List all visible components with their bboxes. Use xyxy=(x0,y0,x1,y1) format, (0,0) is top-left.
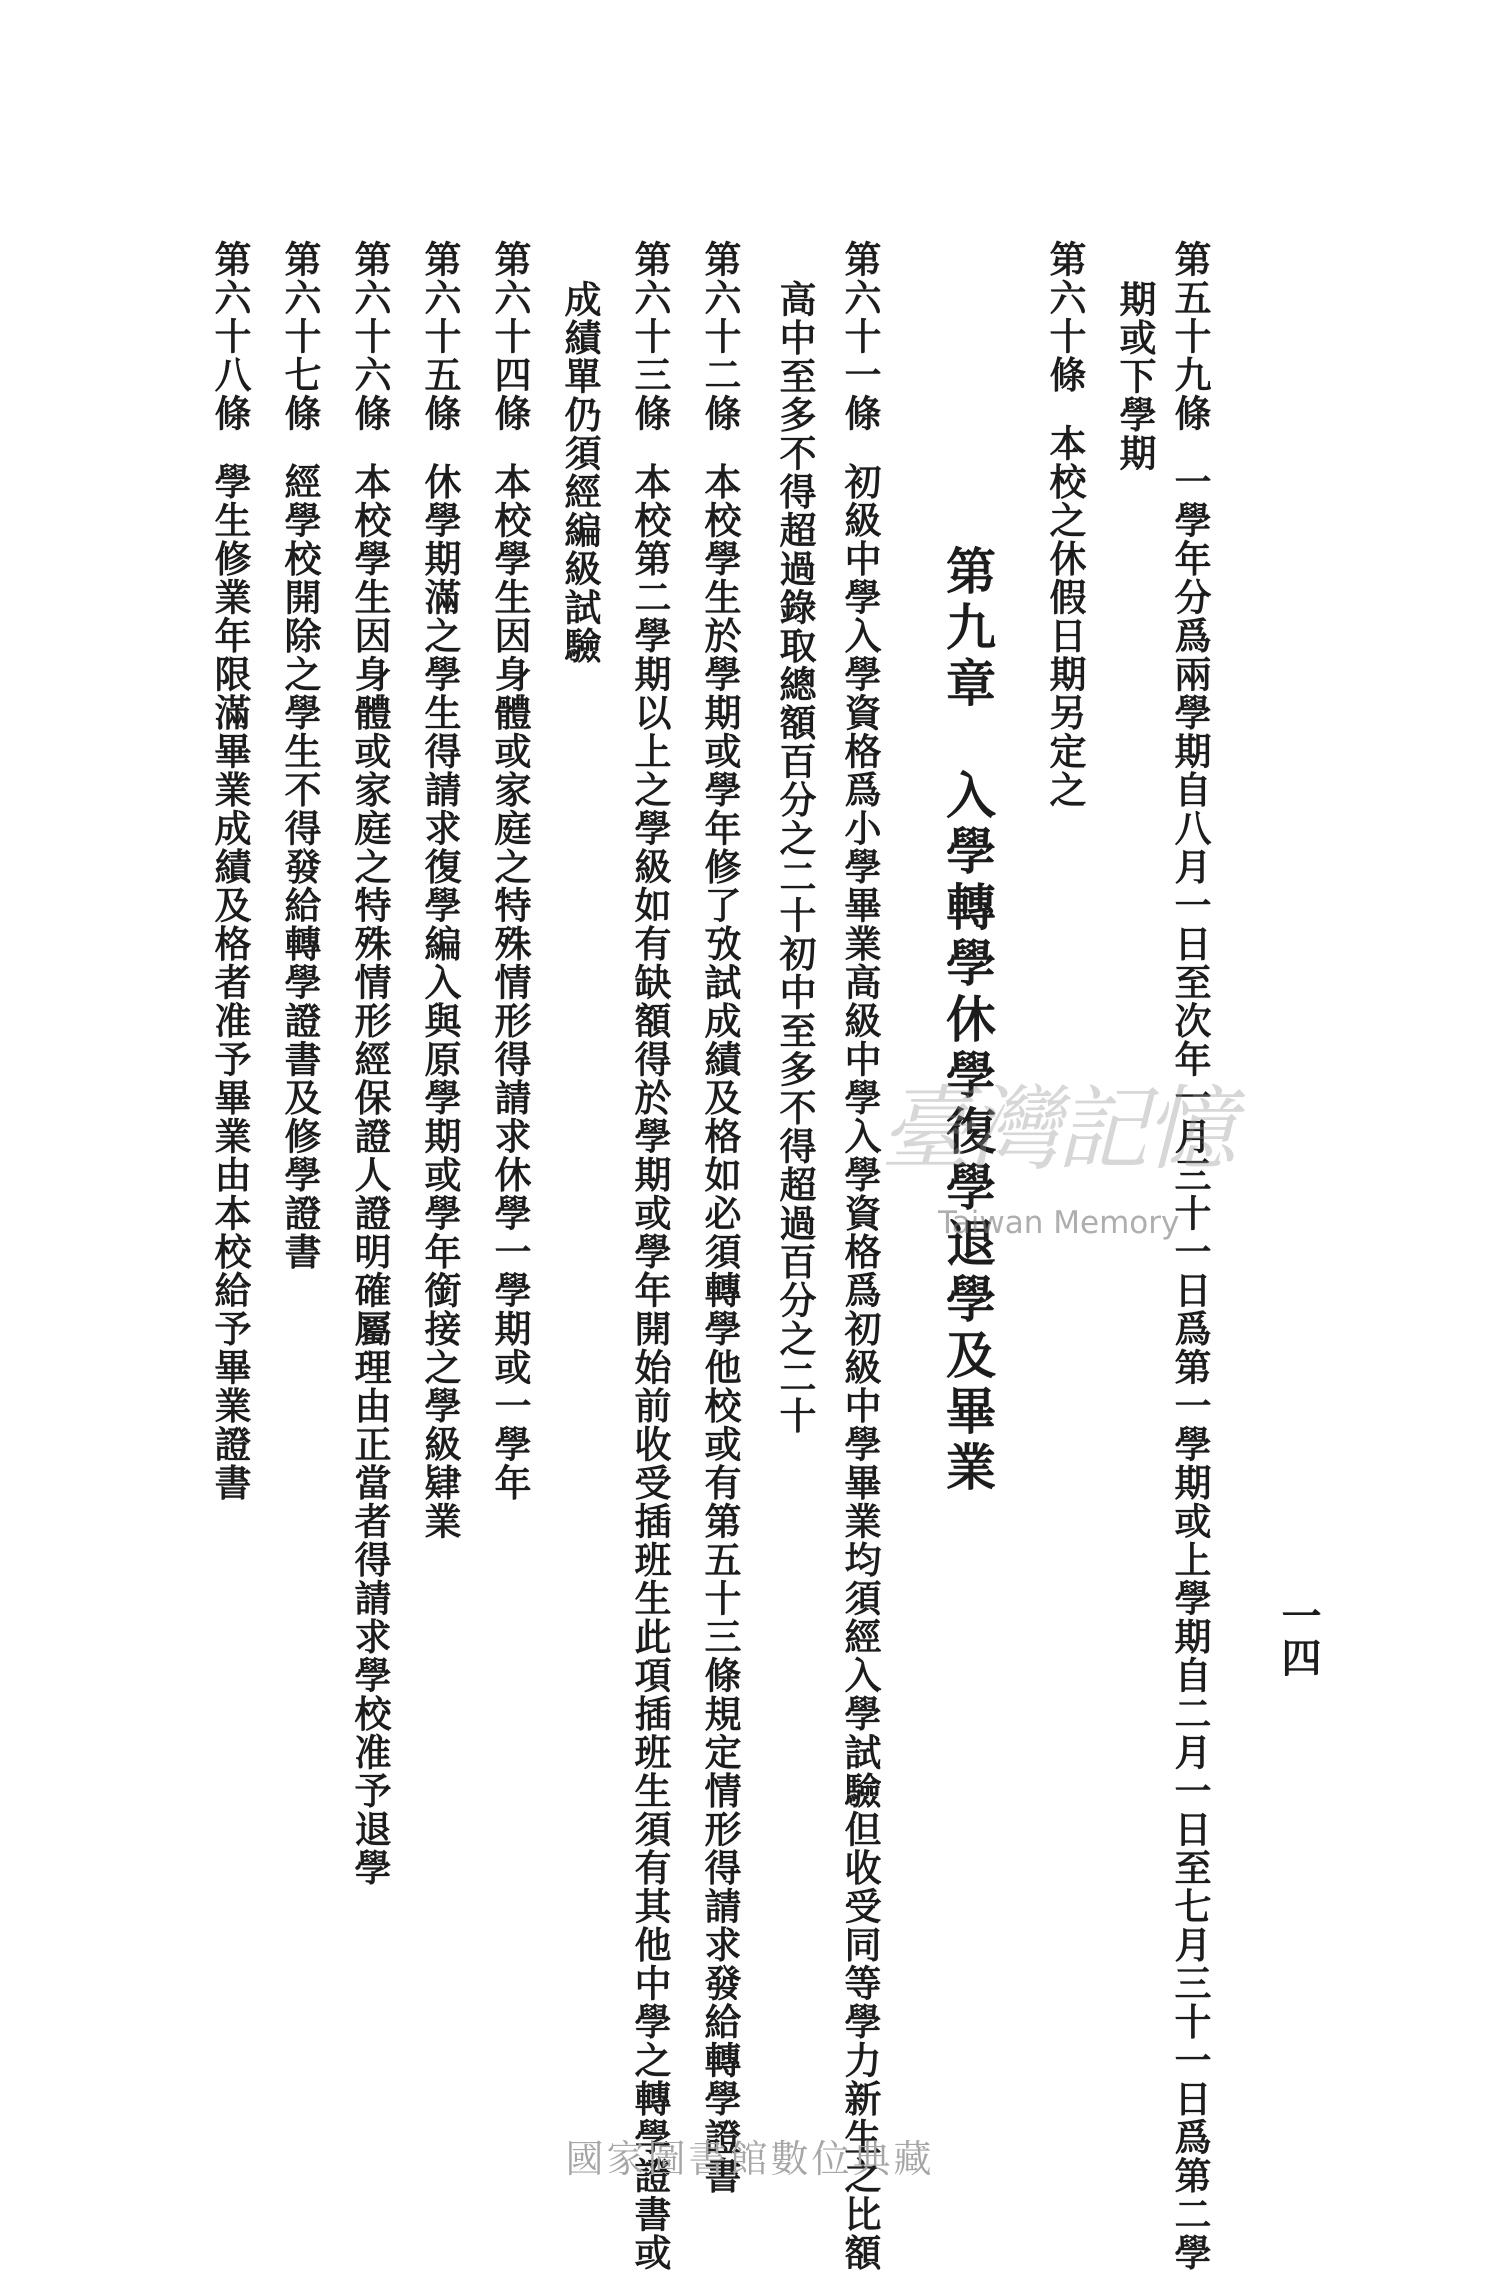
article-label: 第六十二條 xyxy=(698,240,742,433)
article-label: 第六十一條 xyxy=(838,240,882,433)
page-number: 一四 xyxy=(1270,1595,1327,1679)
article-text: 本校學生於學期或學年修了攷試成績及格如必須轉學他校或有第五十三條規定情形得請求發給轉學證書 xyxy=(698,463,742,2196)
article-label: 第六十三條 xyxy=(628,240,672,433)
article-63-continuation xyxy=(560,280,600,665)
article-text: 初級中學入學資格爲小學畢業高級中學入學資格爲初級中學畢業均須經入學試驗但收受同等學力新生之比額 xyxy=(838,463,882,2272)
article-text: 休學期滿之學生得請求復學編入與原學期或學年銜接之學級肄業 xyxy=(418,463,462,1541)
article-text: 學生修業年限滿畢業成績及格者准予畢業由本校給予畢業證書 xyxy=(208,463,252,1503)
article-text: 本校之休假日期另定之 xyxy=(1043,424,1087,809)
watermark-english: Taiwan Memory xyxy=(938,1205,1179,1241)
article-label: 第五十九條 xyxy=(1168,240,1212,433)
article-label: 第六十六條 xyxy=(348,240,392,433)
article-label: 第六十四條 xyxy=(488,240,532,433)
footer-collection-credit: 國家圖書館數位典藏 xyxy=(0,2128,1500,2183)
article-64 xyxy=(490,240,530,1502)
article-62 xyxy=(700,240,740,2195)
article-text: 本校學生因身體或家庭之特殊情形經保證人證明確屬理由正當者得請求學校准予退學 xyxy=(348,463,392,1888)
article-66 xyxy=(350,240,390,1887)
article-text: 經學校開除之學生不得發給轉學證書及修學證書 xyxy=(278,463,322,1272)
article-60 xyxy=(1045,240,1085,809)
article-label: 第六十五條 xyxy=(418,240,462,433)
article-text: 一學年分爲兩學期自八月一日至次年一月三十一日爲第一學期或上學期自二月一日至七月三十一日爲第二學 xyxy=(1168,463,1212,2272)
article-text: 成績單仍須經編級試驗 xyxy=(558,280,602,665)
article-67 xyxy=(280,240,320,1271)
article-61 xyxy=(840,240,880,2272)
article-59 xyxy=(1170,240,1210,2272)
article-text: 高中至多不得超過錄取總額百分之二十初中至多不得超過百分之二十 xyxy=(773,280,817,1435)
article-text: 本校學生因身體或家庭之特殊情形得請求休學一學期或一學年 xyxy=(488,463,532,1503)
article-59-continuation xyxy=(1115,280,1155,473)
article-label: 第六十七條 xyxy=(278,240,322,433)
article-text: 期或下學期 xyxy=(1113,280,1157,473)
chapter-heading: 第九章 入學轉學休學復學退學及畢業 xyxy=(940,545,994,1497)
article-61-continuation xyxy=(775,280,815,1435)
article-text: 本校第二學期以上之學級如有缺額得於學期或學年開始前收受插班生此項插班生須有其他中學之轉學證書或 xyxy=(628,463,672,2272)
article-63 xyxy=(630,240,670,2272)
article-68 xyxy=(210,240,250,1502)
watermark-characters: 臺灣記憶 xyxy=(880,1075,1232,1185)
article-label: 第六十八條 xyxy=(208,240,252,433)
article-label: 第六十條 xyxy=(1043,240,1087,394)
article-65 xyxy=(420,240,460,1541)
